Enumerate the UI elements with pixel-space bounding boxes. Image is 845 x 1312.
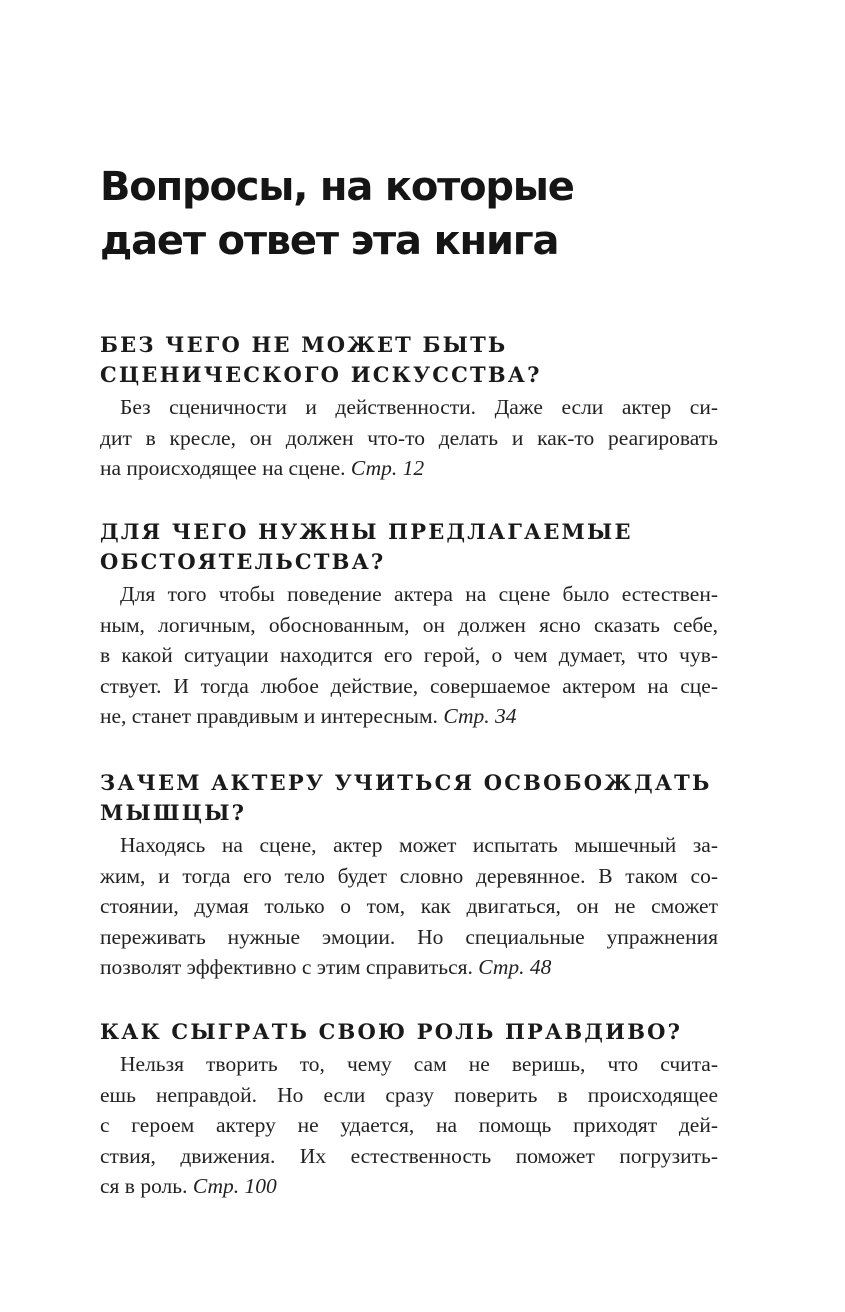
qa-section (100, 330, 718, 484)
answer-line: стоянии, думая только о том, как двигаться, он не сможет (100, 894, 718, 918)
page-reference: Стр. 100 (192, 1174, 277, 1198)
answer-line: ным, логичным, обоснованным, он должен ясно сказать себе, (100, 612, 718, 637)
answer-line-text: ся в роль. (100, 1174, 188, 1198)
answer-line: с героем актеру не удается, на помощь приходят дей- (100, 1113, 718, 1137)
question-heading (100, 1017, 718, 1047)
qa-section (100, 517, 718, 732)
question-line: ОБСТОЯТЕЛЬСТВА? (100, 549, 386, 574)
qa-section (100, 1017, 718, 1202)
answer-line: ствует. И тогда любое действие, совершаемое актером на сце- (100, 673, 718, 698)
answer-line (100, 701, 718, 732)
title-line: Вопросы, на которые (100, 164, 574, 210)
answer-line: Находясь на сцене, актер может испытать мышечный за- (120, 833, 718, 857)
answer-text (100, 830, 718, 983)
answer-line: переживать нужные эмоции. Но специальные упражнения (100, 924, 718, 949)
answer-line (100, 453, 718, 484)
question-line: ЗАЧЕМ АКТЕРУ УЧИТЬСЯ ОСВОБОЖДАТЬ (100, 770, 712, 795)
answer-text (100, 579, 718, 732)
answer-line: дит в кресле, он должен что-то делать и как-то реагировать (100, 425, 718, 450)
qa-section (100, 768, 718, 983)
question-heading (100, 768, 718, 828)
question-line: КАК СЫГРАТЬ СВОЮ РОЛЬ ПРАВДИВО? (100, 1019, 683, 1044)
question-heading (100, 330, 718, 390)
page-reference: Стр. 34 (443, 704, 517, 728)
answer-line: в какой ситуации находится его герой, о чем думает, что чув- (100, 643, 718, 667)
question-line: БЕЗ ЧЕГО НЕ МОЖЕТ БЫТЬ (100, 332, 508, 357)
question-heading (100, 517, 718, 577)
answer-line: Без сценичности и действенности. Даже если актер си- (120, 395, 718, 419)
page-reference: Стр. 12 (350, 456, 425, 480)
answer-line-text: не, станет правдивым и интересным. (100, 704, 438, 728)
title-line: дает ответ эта книга (100, 218, 559, 264)
page-reference: Стр. 48 (478, 955, 552, 979)
answer-text (100, 1049, 718, 1202)
answer-line: Для того чтобы поведение актера на сцене было естествен- (120, 582, 718, 606)
answer-line-text: на происходящее на сцене. (100, 456, 346, 480)
answer-line: ешь неправдой. Но если сразу поверить в происходящее (100, 1082, 718, 1107)
question-line: СЦЕНИЧЕСКОГО ИСКУССТВА? (100, 362, 542, 387)
answer-line-text: позволят эффективно с этим справиться. (100, 955, 473, 979)
page-title (100, 160, 574, 268)
answer-line (100, 1171, 718, 1202)
question-line: ДЛЯ ЧЕГО НУЖНЫ ПРЕДЛАГАЕМЫЕ (100, 519, 633, 544)
question-line: МЫШЦЫ? (100, 800, 247, 825)
answer-line: жим, и тогда его тело будет словно деревянное. В таком со- (100, 863, 718, 888)
answer-line (100, 952, 718, 983)
answer-text (100, 392, 718, 484)
answer-line: Нельзя творить то, чему сам не веришь, что счита- (120, 1052, 718, 1076)
answer-line: ствия, движения. Их естественность поможет погрузить- (100, 1143, 718, 1168)
